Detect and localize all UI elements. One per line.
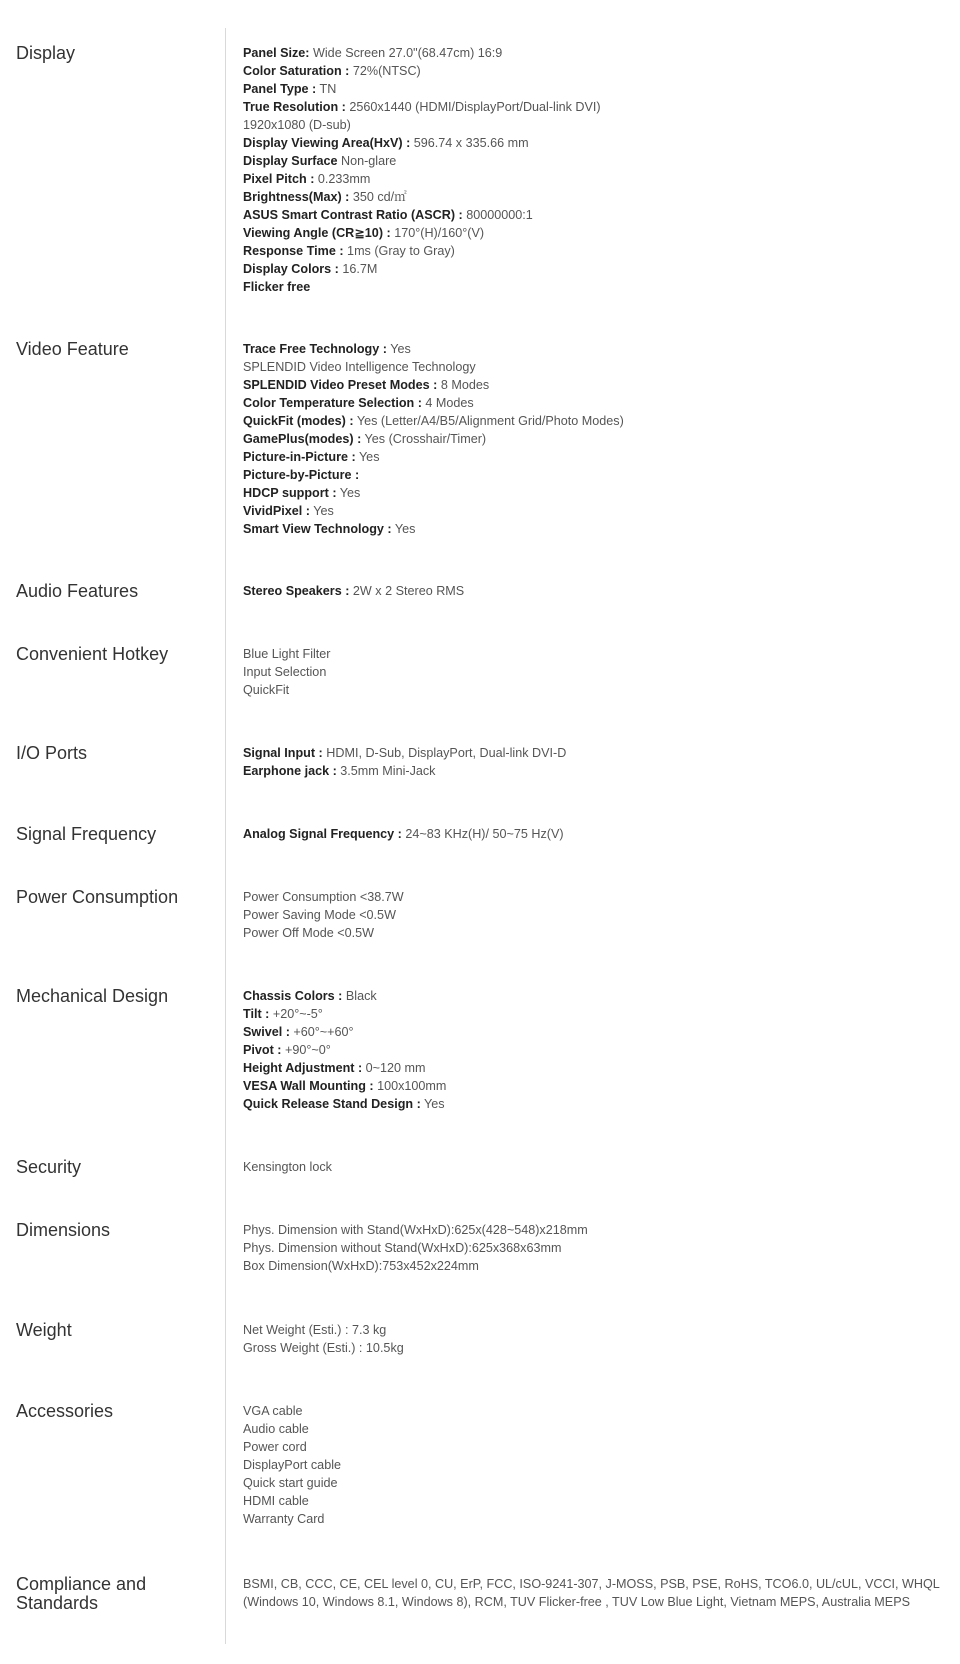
spec-value: Black (342, 989, 377, 1003)
section-label: Signal Frequency (16, 824, 157, 844)
spec-key: QuickFit (modes) : (243, 414, 354, 428)
spec-value: 72%(NTSC) (349, 64, 421, 78)
spec-key: VESA Wall Mounting : (243, 1079, 374, 1093)
spec-value: 16.7M (338, 262, 378, 276)
spec-line (243, 1492, 948, 1510)
spec-line (243, 1456, 948, 1474)
spec-line (243, 260, 948, 278)
section-label: Compliance and Standards (16, 1574, 147, 1613)
spec-value: Non-glare (337, 154, 397, 168)
spec-value: Kensington lock (243, 1160, 332, 1174)
spec-line (243, 906, 948, 924)
spec-value: Power Off Mode <0.5W (243, 926, 375, 940)
section-body (243, 888, 948, 942)
spec-key: Chassis Colors : (243, 989, 343, 1003)
section-label: Security (16, 1157, 82, 1177)
spec-key: HDCP support : (243, 486, 337, 500)
spec-line (243, 1095, 948, 1113)
spec-line (243, 744, 948, 762)
spec-key: Pixel Pitch : (243, 172, 315, 186)
spec-value: 596.74 x 335.66 mm (410, 136, 529, 150)
spec-key: Response Time : (243, 244, 344, 258)
spec-value: Power Consumption <38.7W (243, 890, 404, 904)
spec-line (243, 448, 948, 466)
spec-key: GamePlus(modes) : (243, 432, 362, 446)
spec-key: Viewing Angle (CR≧10) : (243, 226, 391, 240)
spec-key: Signal Input : (243, 746, 323, 760)
spec-line (243, 762, 948, 780)
section-label: Mechanical Design (16, 986, 169, 1006)
spec-value: Yes (309, 504, 334, 518)
spec-value: Wide Screen 27.0"(68.47cm) 16:9 (309, 46, 503, 60)
spec-value: 4 Modes (421, 396, 474, 410)
section-label: Audio Features (16, 581, 139, 601)
spec-value: 1920x1080 (D-sub) (243, 118, 351, 132)
spec-key: Color Temperature Selection : (243, 396, 422, 410)
spec-key: Display Viewing Area(HxV) : (243, 136, 411, 150)
spec-key: Height Adjustment : (243, 1061, 363, 1075)
spec-line (243, 924, 948, 942)
section-body (243, 340, 948, 538)
spec-key: Display Surface (243, 154, 338, 168)
section-body (243, 825, 948, 843)
spec-value: Yes (391, 522, 416, 536)
section-label: Power Consumption (16, 887, 179, 907)
spec-line (243, 484, 948, 502)
spec-value: 3.5mm Mini-Jack (336, 764, 436, 778)
spec-line (243, 170, 948, 188)
spec-line (243, 430, 948, 448)
spec-line (243, 1321, 948, 1339)
spec-value: Gross Weight (Esti.) : 10.5kg (243, 1341, 404, 1355)
section-label: Dimensions (16, 1220, 111, 1240)
spec-line (243, 80, 948, 98)
spec-value: 80000000:1 (462, 208, 533, 222)
spec-value: TN (316, 82, 337, 96)
spec-key: Quick Release Stand Design : (243, 1097, 421, 1111)
spec-value: Yes (336, 486, 361, 500)
spec-value: Net Weight (Esti.) : 7.3 kg (243, 1323, 387, 1337)
spec-value: HDMI cable (243, 1494, 309, 1508)
section-body (243, 582, 948, 600)
section-body (243, 987, 948, 1113)
spec-line (243, 242, 948, 260)
spec-key: Stereo Speakers : (243, 584, 350, 598)
spec-value: +90°~0° (281, 1043, 331, 1057)
section-label: Convenient Hotkey (16, 644, 169, 664)
spec-key: Picture-by-Picture : (243, 468, 360, 482)
spec-value: 0~120 mm (362, 1061, 426, 1075)
section-body (243, 645, 948, 699)
spec-key: ASUS Smart Contrast Ratio (ASCR) : (243, 208, 463, 222)
spec-value: 24~83 KHz(H)/ 50~75 Hz(V) (401, 827, 564, 841)
spec-line (243, 582, 948, 600)
spec-key: Swivel : (243, 1025, 290, 1039)
spec-value: Warranty Card (243, 1512, 325, 1526)
spec-line (243, 394, 948, 412)
spec-line (243, 152, 948, 170)
spec-line (243, 888, 948, 906)
spec-value: Power Saving Mode <0.5W (243, 908, 396, 922)
spec-value: Phys. Dimension without Stand(WxHxD):625x368x63mm (243, 1241, 562, 1255)
spec-line (243, 466, 948, 484)
spec-value: +20°~-5° (269, 1007, 323, 1021)
spec-key: True Resolution : (243, 100, 346, 114)
spec-line (243, 1510, 948, 1528)
spec-line (243, 1239, 948, 1257)
spec-line (243, 1575, 948, 1611)
spec-line (243, 825, 948, 843)
spec-line (243, 44, 948, 62)
spec-line (243, 502, 948, 520)
spec-key: Earphone jack : (243, 764, 337, 778)
spec-value: 1ms (Gray to Gray) (343, 244, 455, 258)
section-body (243, 1158, 948, 1176)
spec-value: Yes (Letter/A4/B5/Alignment Grid/Photo Modes) (353, 414, 624, 428)
spec-line (243, 1005, 948, 1023)
spec-value: Quick start guide (243, 1476, 338, 1490)
spec-key: Flicker free (243, 280, 311, 294)
spec-key: Analog Signal Frequency : (243, 827, 402, 841)
spec-value: Audio cable (243, 1422, 309, 1436)
spec-value: Blue Light Filter (243, 647, 331, 661)
column-divider (225, 28, 226, 1644)
spec-value: Power cord (243, 1440, 307, 1454)
spec-key: Brightness(Max) : (243, 190, 350, 204)
section-body (243, 1221, 948, 1275)
section-label: Weight (16, 1320, 72, 1340)
spec-line (243, 1257, 948, 1275)
spec-value: Yes (420, 1097, 445, 1111)
spec-line (243, 1023, 948, 1041)
spec-value: DisplayPort cable (243, 1458, 341, 1472)
spec-value: 0.233mm (314, 172, 371, 186)
spec-value: 170°(H)/160°(V) (390, 226, 485, 240)
section-body (243, 1321, 948, 1357)
spec-key: Color Saturation : (243, 64, 350, 78)
spec-value: 100x100mm (373, 1079, 447, 1093)
spec-key: Trace Free Technology : (243, 342, 387, 356)
spec-line (243, 62, 948, 80)
spec-key: Picture-in-Picture : (243, 450, 356, 464)
spec-line (243, 278, 948, 296)
spec-value: 350 cd/㎡ (349, 190, 407, 204)
spec-key: SPLENDID Video Preset Modes : (243, 378, 438, 392)
spec-key: Pivot : (243, 1043, 282, 1057)
spec-line (243, 206, 948, 224)
spec-value: Yes (386, 342, 411, 356)
spec-line (243, 987, 948, 1005)
spec-value: Input Selection (243, 665, 327, 679)
spec-value: Yes (355, 450, 380, 464)
spec-value: HDMI, D-Sub, DisplayPort, Dual-link DVI-D (322, 746, 567, 760)
spec-line (243, 134, 948, 152)
spec-line (243, 1420, 948, 1438)
spec-line (243, 1059, 948, 1077)
spec-line (243, 1474, 948, 1492)
spec-line (243, 520, 948, 538)
spec-line (243, 1339, 948, 1357)
spec-value: +60°~+60° (289, 1025, 354, 1039)
spec-line (243, 340, 948, 358)
spec-line (243, 376, 948, 394)
spec-line (243, 188, 948, 206)
spec-key: VividPixel : (243, 504, 310, 518)
spec-line (243, 224, 948, 242)
spec-line (243, 1221, 948, 1239)
spec-key: Display Colors : (243, 262, 339, 276)
section-label: Display (16, 43, 76, 63)
spec-line (243, 1041, 948, 1059)
spec-value: QuickFit (243, 683, 290, 697)
section-label: I/O Ports (16, 743, 88, 763)
spec-value: 8 Modes (437, 378, 490, 392)
spec-key: Tilt : (243, 1007, 270, 1021)
spec-line (243, 1402, 948, 1420)
section-body (243, 1575, 948, 1611)
spec-line (243, 681, 948, 699)
spec-value: VGA cable (243, 1404, 303, 1418)
spec-value: Phys. Dimension with Stand(WxHxD):625x(428~548)x218mm (243, 1223, 588, 1237)
spec-line (243, 412, 948, 430)
spec-line (243, 116, 948, 134)
section-label: Video Feature (16, 339, 129, 359)
section-body (243, 744, 948, 780)
section-body (243, 1402, 948, 1528)
spec-key: Panel Size: (243, 46, 310, 60)
spec-value: Box Dimension(WxHxD):753x452x224mm (243, 1259, 479, 1273)
spec-key: Smart View Technology : (243, 522, 392, 536)
spec-line (243, 1158, 948, 1176)
spec-value: 2560x1440 (HDMI/DisplayPort/Dual-link DVI) (345, 100, 601, 114)
spec-line (243, 1438, 948, 1456)
spec-line (243, 663, 948, 681)
spec-value: 2W x 2 Stereo RMS (349, 584, 465, 598)
spec-value: BSMI, CB, CCC, CE, CEL level 0, CU, ErP, FCC, ISO-9241-307, J-MOSS, PSB, PSE, RoHS, TCO6.0, UL/cUL, VCCI, WHQL (Windows 10, Windows 8.1, Windows 8), RCM, TUV Flicker-free , TUV Low Blue Light, Vietnam MEPS, Australia MEPS (243, 1577, 940, 1609)
section-body (243, 44, 948, 296)
spec-line (243, 98, 948, 116)
spec-line (243, 358, 948, 376)
spec-line (243, 645, 948, 663)
spec-value: SPLENDID Video Intelligence Technology (243, 360, 476, 374)
section-label: Accessories (16, 1401, 114, 1421)
spec-line (243, 1077, 948, 1095)
spec-value: Yes (Crosshair/Timer) (361, 432, 487, 446)
spec-key: Panel Type : (243, 82, 317, 96)
